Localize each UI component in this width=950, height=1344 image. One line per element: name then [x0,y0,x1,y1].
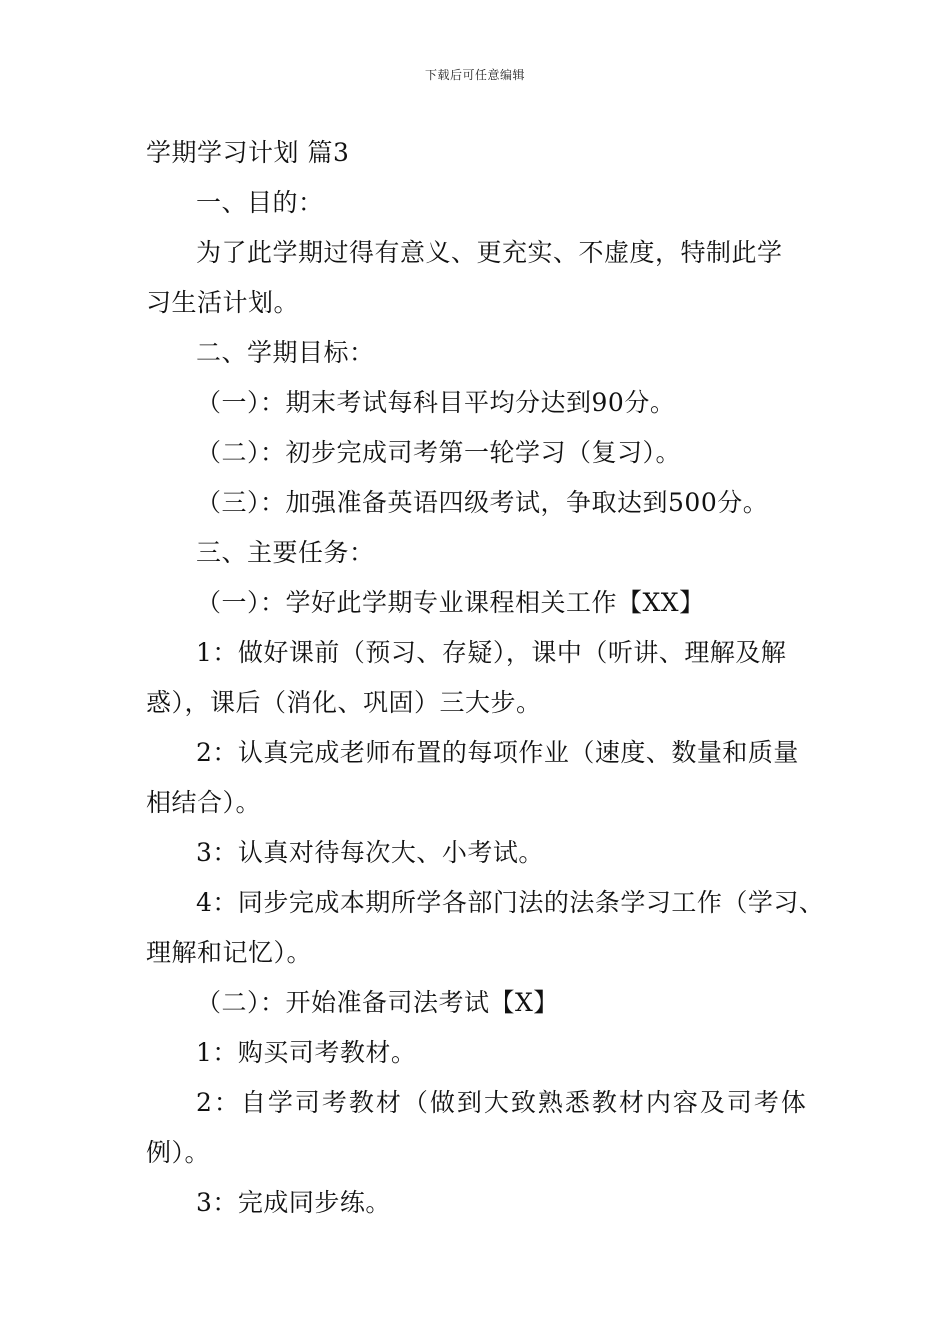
paragraph-line: 理解和记忆）。 [146,938,313,967]
document-body [146,128,826,1228]
page-header-note: 下载后可任意编辑 [424,68,525,82]
list-item: 2：认真完成老师布置的每项作业（速度、数量和质量 [196,738,799,767]
list-item: （三）：加强准备英语四级考试，争取达到500分。 [196,488,769,517]
list-item: 2：自学司考教材（做到大致熟悉教材内容及司考体 [196,1088,808,1117]
paragraph-line: 惑），课后（消化、巩固）三大步。 [146,688,542,717]
paragraph-line: 相结合）。 [146,788,262,817]
list-item: 3：完成同步练。 [196,1188,391,1217]
document-title: 学期学习计划 篇3 [146,138,350,167]
list-item: 1：做好课前（预习、存疑），课中（听讲、理解及解 [196,638,787,667]
list-item: （二）：初步完成司考第一轮学习（复习）。 [196,438,682,467]
list-item: （一）：期末考试每科目平均分达到90分。 [196,388,676,417]
list-item: 1：购买司考教材。 [196,1038,417,1067]
paragraph-line: 例）。 [146,1138,211,1167]
list-item: 3：认真对待每次大、小考试。 [196,838,544,867]
section-heading-tasks: 三、主要任务： [196,538,375,567]
list-item: 4：同步完成本期所学各部门法的法条学习工作（学习、 [196,888,825,917]
paragraph-line: 为了此学期过得有意义、更充实、不虚度，特制此学 [196,238,783,267]
paragraph-line: 习生活计划。 [146,288,300,317]
subsection-heading: （一）：学好此学期专业课程相关工作【XX】 [196,588,705,617]
subsection-heading: （二）：开始准备司法考试【X】 [196,988,559,1017]
section-heading-goals: 二、学期目标： [196,338,375,367]
section-heading-purpose: 一、目的： [196,188,324,217]
